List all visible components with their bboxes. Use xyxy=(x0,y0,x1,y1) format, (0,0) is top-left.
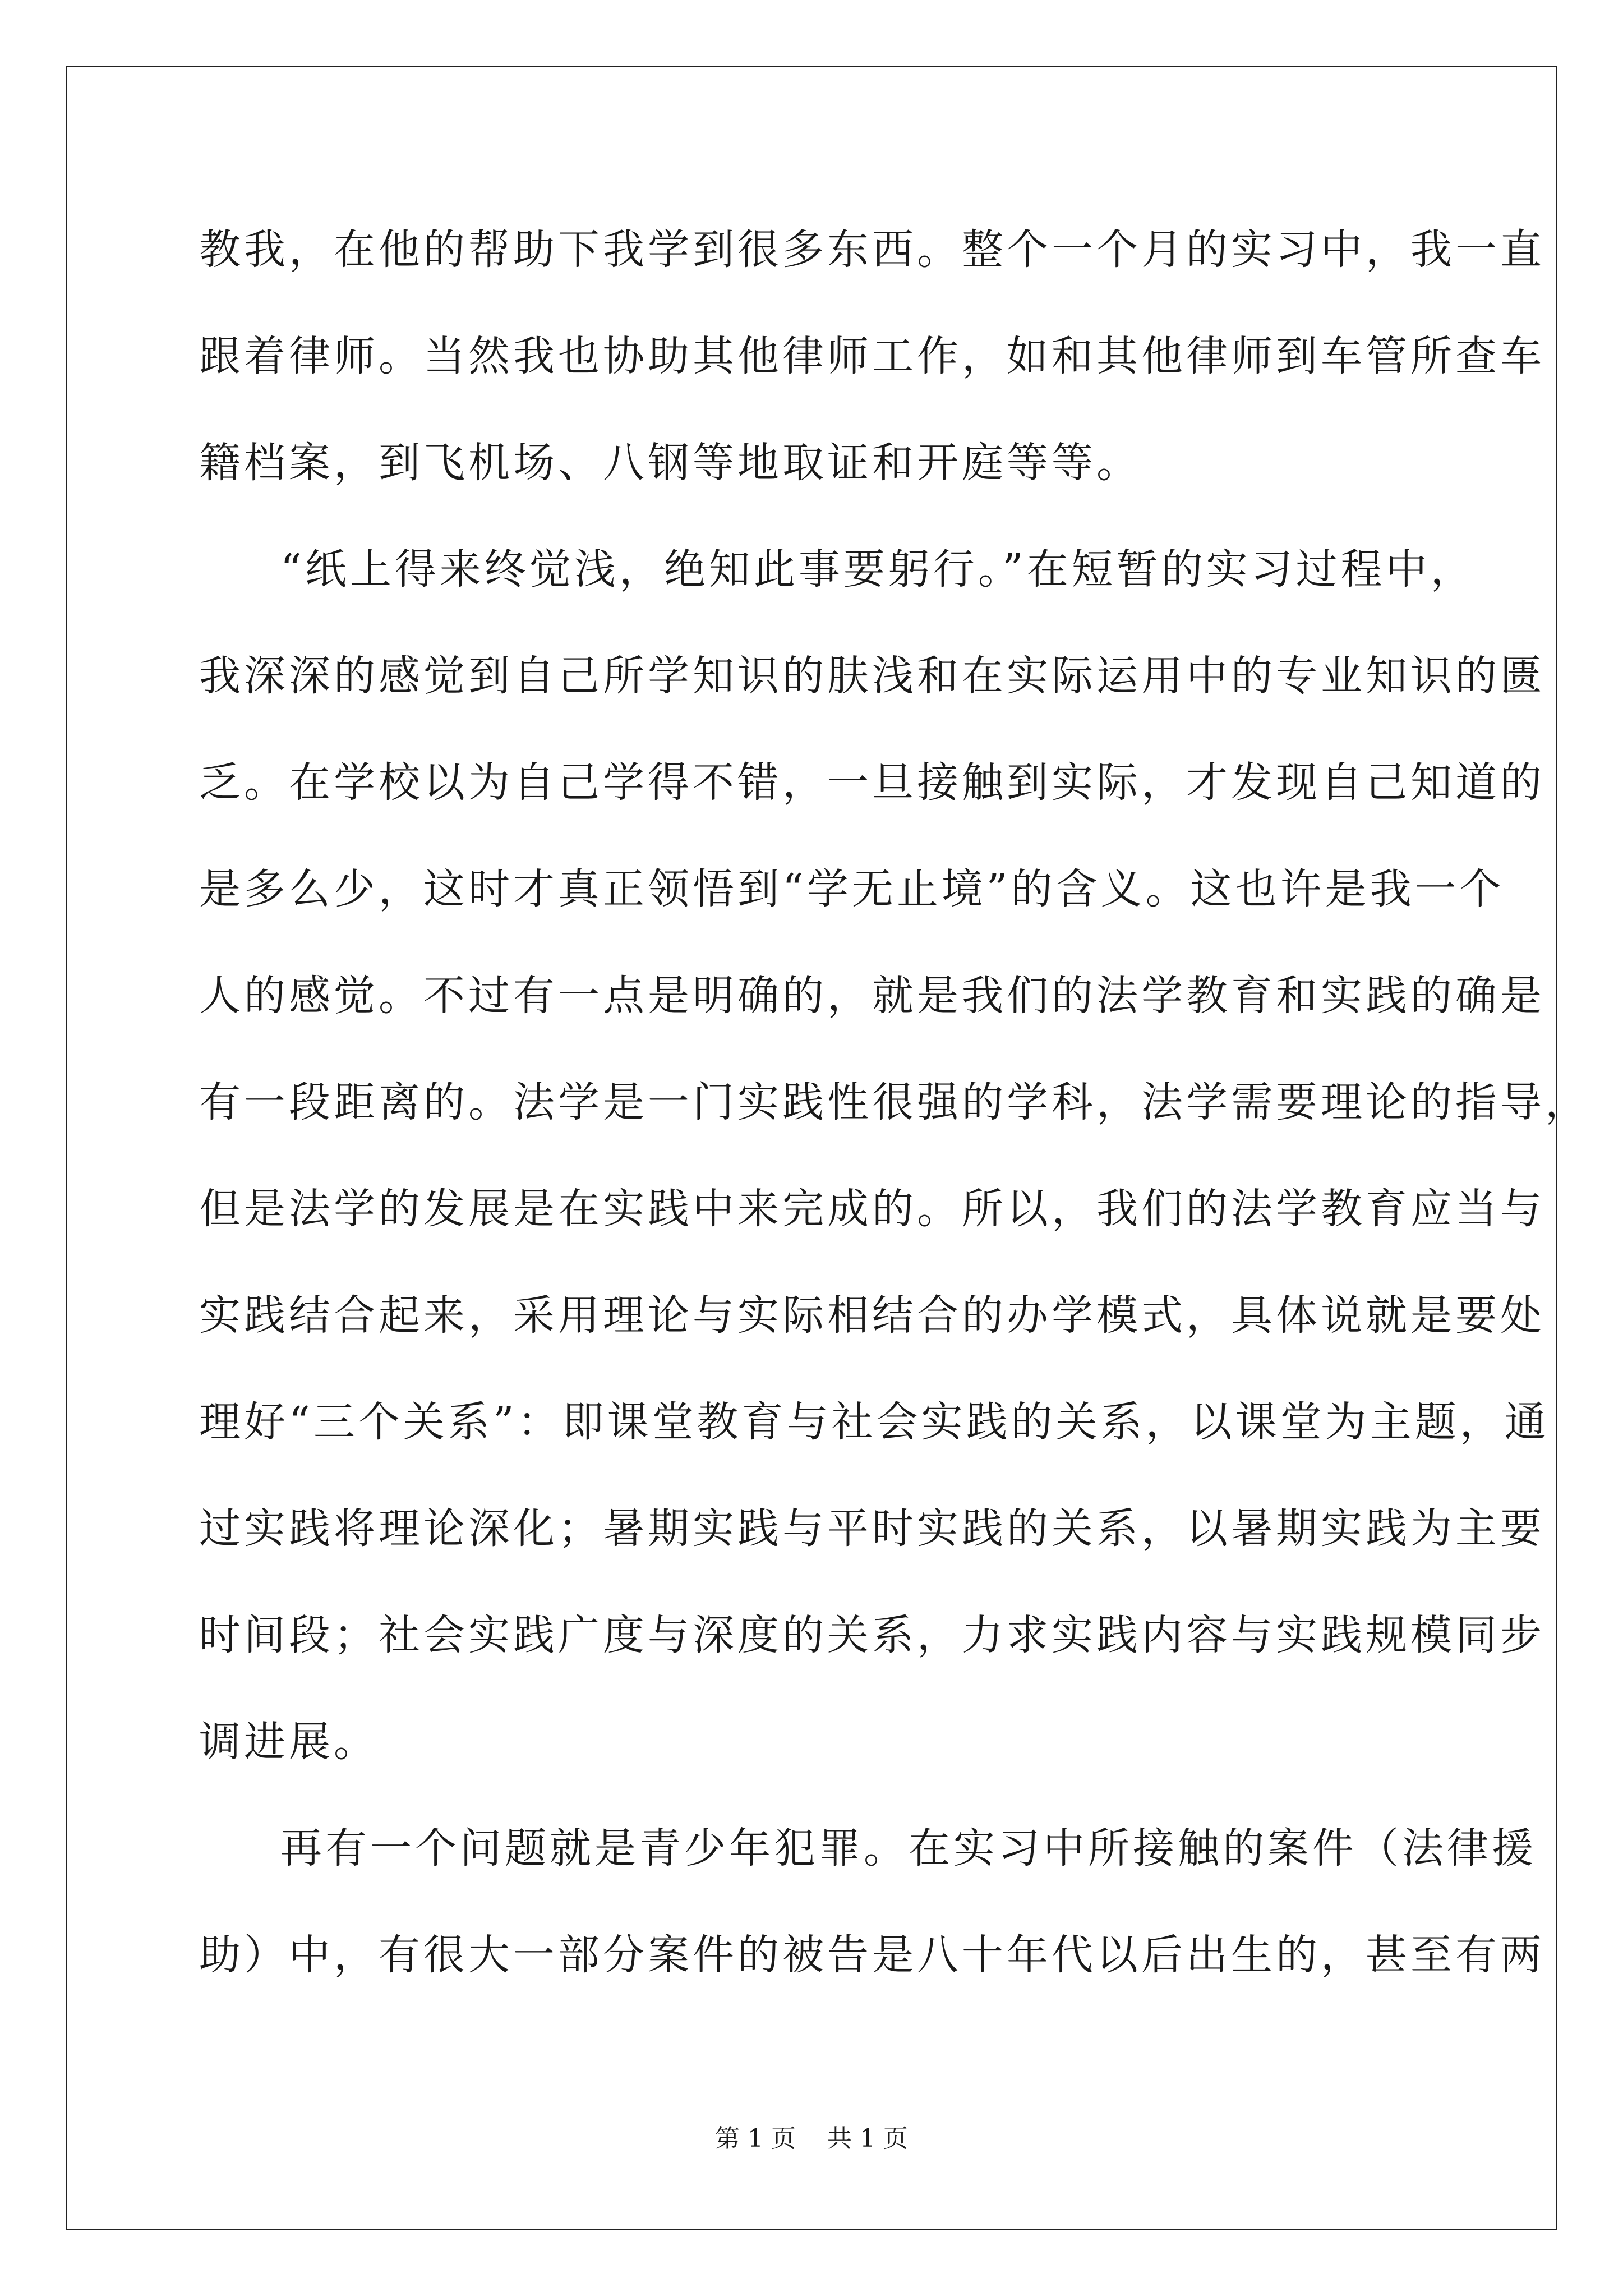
paragraph-line: 实践结合起来，采用理论与实际相结合的办学模式，具体说就是要处 xyxy=(199,1291,1545,1340)
paragraph-line: 是多么少，这时才真正领悟到“学无止境”的含义。这也许是我一个 xyxy=(199,865,1505,913)
paragraph-line: 再有一个问题就是青少年犯罪。在实习中所接触的案件（法律援 xyxy=(280,1824,1537,1872)
paragraph-line: 过实践将理论深化；暑期实践与平时实践的关系，以暑期实践为主要 xyxy=(199,1504,1545,1553)
page-number-footer: 第 1 页 共 1 页 xyxy=(715,2124,908,2153)
paragraph-line: 理好“三个关系”：即课堂教育与社会实践的关系，以课堂为主题，通 xyxy=(199,1398,1550,1446)
paragraph-line: 调进展。 xyxy=(199,1718,379,1766)
paragraph-line: 有一段距离的。法学是一门实践性很强的学科，法学需要理论的指导， xyxy=(199,1078,1590,1126)
paragraph-line: 乏。在学校以为自己学得不错，一旦接触到实际，才发现自己知道的 xyxy=(199,758,1545,807)
paragraph-line: 籍档案，到飞机场、八钢等地取证和开庭等等。 xyxy=(199,439,1141,487)
paragraph-line: 人的感觉。不过有一点是明确的，就是我们的法学教育和实践的确是 xyxy=(199,972,1545,1020)
paragraph-line: 时间段；社会实践广度与深度的关系，力求实践内容与实践规模同步 xyxy=(199,1611,1545,1659)
paragraph-line: 教我，在他的帮助下我学到很多东西。整个一个月的实习中，我一直 xyxy=(199,226,1545,274)
page-border xyxy=(66,66,1590,2230)
paragraph-line: 助）中，有很大一部分案件的被告是八十年代以后出生的，甚至有两 xyxy=(199,1931,1545,1979)
paragraph-line: 跟着律师。当然我也协助其他律师工作，如和其他律师到车管所查车 xyxy=(199,332,1545,380)
paragraph-line: “纸上得来终觉浅，绝知此事要躬行。”在短暂的实习过程中， xyxy=(280,545,1476,593)
paragraph-line: 我深深的感觉到自己所学知识的肤浅和在实际运用中的专业知识的匮 xyxy=(199,652,1545,700)
paragraph-line: 但是法学的发展是在实践中来完成的。所以，我们的法学教育应当与 xyxy=(199,1185,1545,1233)
